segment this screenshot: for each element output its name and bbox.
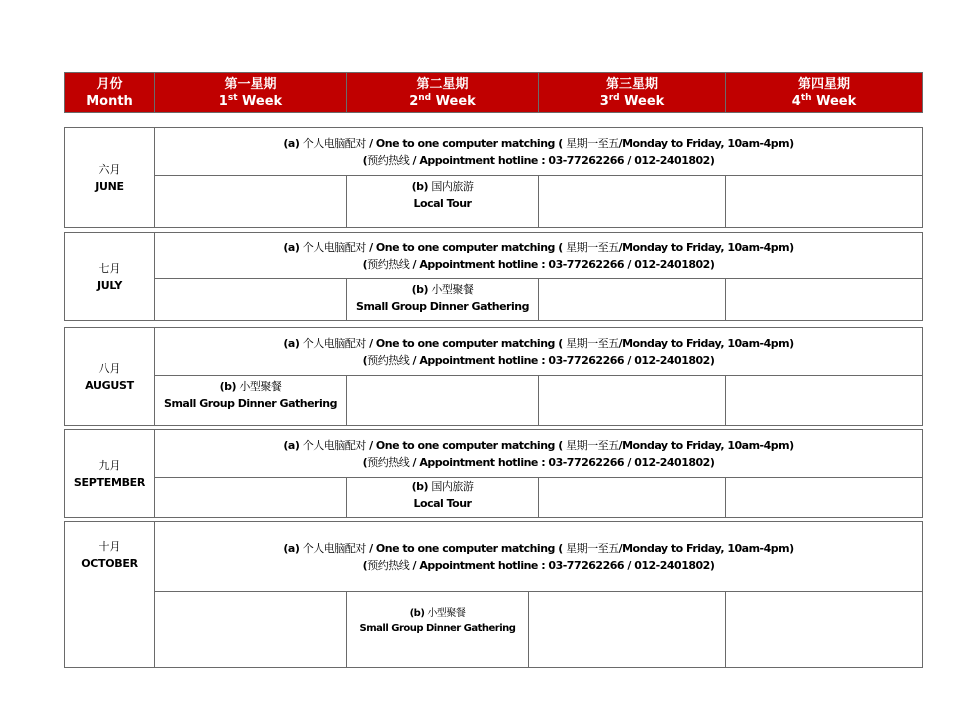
- header-week-4: 第四星期 4th Week: [726, 73, 923, 113]
- header-week-3: 第三星期 3rd Week: [539, 73, 726, 113]
- week-cell: [155, 176, 347, 228]
- month-block-august: [64, 327, 923, 426]
- matching-cell: (a) 个人电脑配对 / One to one computer matching ( 星期一至五/Monday to Friday, 10am-4pm) (预约热线 / Appointment hotline : 03-77262266 / 012-2401802): [155, 430, 923, 478]
- event-cell: (b) 国内旅游 Local Tour: [347, 478, 539, 518]
- month-cell: 七月 JULY: [65, 233, 155, 321]
- event-cell: (b) 小型聚餐 Small Group Dinner Gathering: [347, 279, 539, 321]
- week-cell: [347, 376, 539, 426]
- week-cell: [539, 478, 726, 518]
- week-cell: [155, 279, 347, 321]
- matching-cell: (a) 个人电脑配对 / One to one computer matching ( 星期一至五/Monday to Friday, 10am-4pm) (预约热线 / Appointment hotline : 03-77262266 / 012-2401802): [155, 328, 923, 376]
- week-cell: [529, 592, 726, 668]
- month-cell: 十月 OCTOBER: [65, 522, 155, 668]
- week-cell: [726, 592, 923, 668]
- event-cell: (b) 小型聚餐 Small Group Dinner Gathering: [347, 592, 529, 668]
- week-cell: [539, 376, 726, 426]
- week-cell: [726, 176, 923, 228]
- month-block-october: [64, 521, 923, 668]
- week-cell: [726, 279, 923, 321]
- event-cell: (b) 小型聚餐 Small Group Dinner Gathering: [155, 376, 347, 426]
- header-month: 月份 Month: [65, 73, 155, 113]
- month-cell: 九月 SEPTEMBER: [65, 430, 155, 518]
- month-cell: 六月 JUNE: [65, 128, 155, 228]
- week-cell: [155, 478, 347, 518]
- header-week-2: 第二星期 2nd Week: [347, 73, 539, 113]
- week-cell: [539, 279, 726, 321]
- matching-cell: (a) 个人电脑配对 / One to one computer matching ( 星期一至五/Monday to Friday, 10am-4pm) (预约热线 / Appointment hotline : 03-77262266 / 012-2401802): [155, 233, 923, 279]
- week-cell: [539, 176, 726, 228]
- week-cell: [155, 592, 347, 668]
- header-week-1: 第一星期 1st Week: [155, 73, 347, 113]
- matching-cell: (a) 个人电脑配对 / One to one computer matching ( 星期一至五/Monday to Friday, 10am-4pm) (预约热线 / Appointment hotline : 03-77262266 / 012-2401802): [155, 128, 923, 176]
- event-cell: (b) 国内旅游 Local Tour: [347, 176, 539, 228]
- schedule-header: [64, 72, 923, 113]
- month-block-september: [64, 429, 923, 518]
- matching-cell: (a) 个人电脑配对 / One to one computer matching ( 星期一至五/Monday to Friday, 10am-4pm) (预约热线 / Appointment hotline : 03-77262266 / 012-2401802): [155, 522, 923, 592]
- week-cell: [726, 376, 923, 426]
- month-block-july: [64, 232, 923, 321]
- week-cell: [726, 478, 923, 518]
- month-cell: 八月 AUGUST: [65, 328, 155, 426]
- month-block-june: [64, 127, 923, 228]
